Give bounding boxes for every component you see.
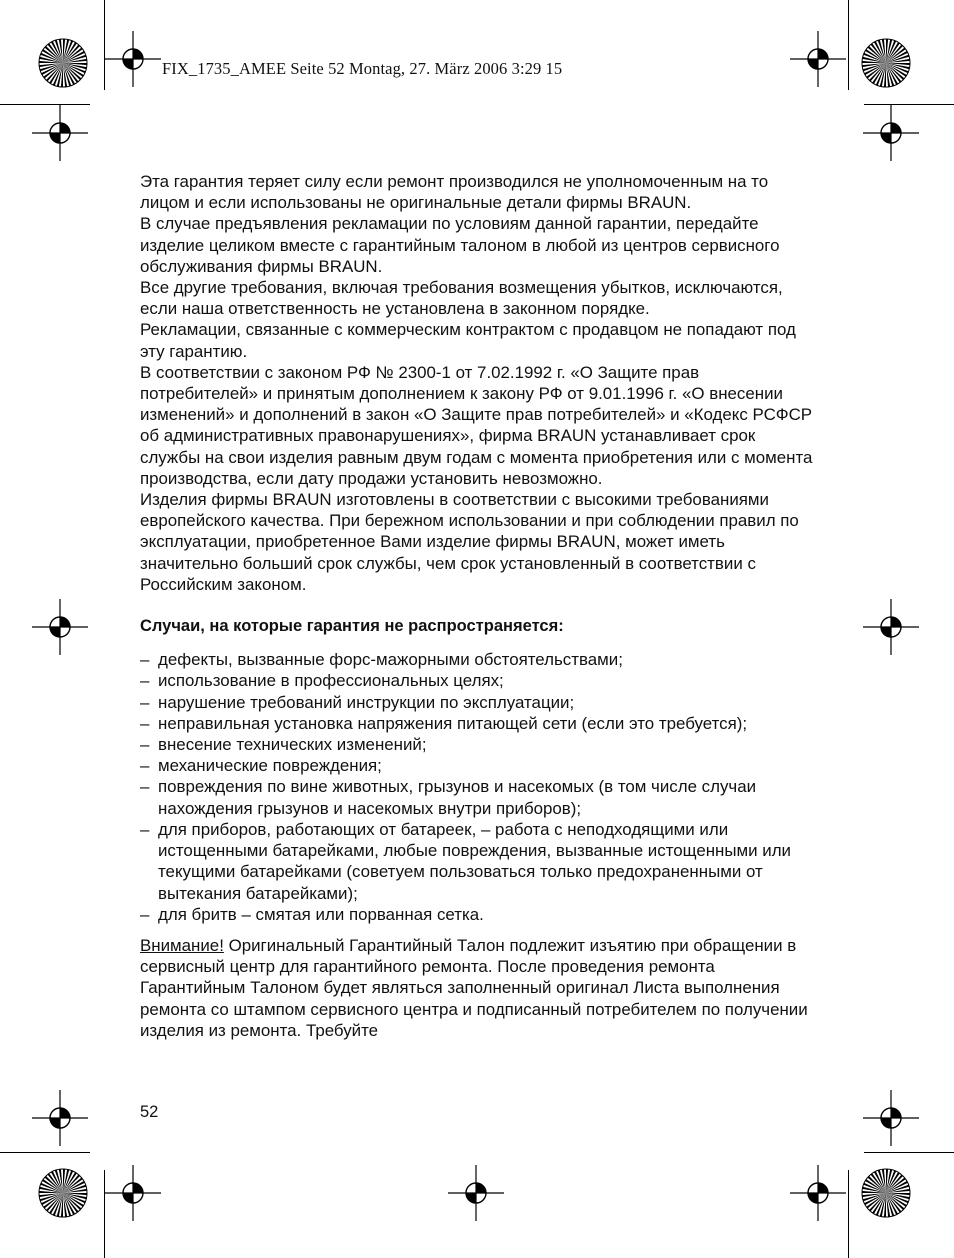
notice-paragraph bbox=[140, 935, 820, 1041]
crop-line bbox=[864, 1152, 954, 1153]
registration-crosshair-icon bbox=[32, 105, 88, 161]
print-slug: FIX_1735_AMEE Seite 52 Montag, 27. März 2006 3:29 15 bbox=[162, 59, 563, 78]
registration-crosshair-icon bbox=[790, 31, 846, 87]
notice-label: Внимание! bbox=[140, 935, 224, 955]
list-item-text: механические повреждения; bbox=[158, 756, 382, 776]
list-item bbox=[140, 692, 820, 713]
list-item-text: для бритв – смятая или порванная сетка. bbox=[158, 904, 484, 924]
paragraph: Изделия фирмы BRAUN изготовлены в соответствии с высокими требованиями европейского качества. При бережном использовании и при соблюдении правил по эксплуатации, приобретенное Вами изделие фирмы BRAUN, может иметь значительно больший срок службы, чем срок установленный в соответствии с Российским законом. bbox=[140, 490, 799, 594]
list-item bbox=[140, 776, 820, 818]
registration-crosshair-icon bbox=[863, 105, 919, 161]
registration-crosshair-icon bbox=[32, 599, 88, 655]
registration-starburst-icon bbox=[37, 1167, 89, 1219]
dash-marker: – bbox=[140, 777, 150, 797]
list-item bbox=[140, 734, 820, 755]
page-content bbox=[140, 171, 820, 1041]
crop-line bbox=[848, 1170, 849, 1258]
registration-crosshair-icon bbox=[448, 1165, 504, 1221]
dash-marker: – bbox=[140, 904, 150, 924]
exclusions-heading: Случаи, на которые гарантия не распространяется: bbox=[140, 617, 564, 636]
registration-starburst-icon bbox=[860, 37, 912, 89]
paragraph: Эта гарантия теряет силу если ремонт производился не уполномоченным на то лицом и если использованы не оригинальные детали фирмы BRAUN. bbox=[140, 172, 769, 213]
list-item-text: для приборов, работающих от батареек, – работа с неподходящими или истощенными батарейками, любые повреждения, вызванные истощенными или текущими батарейками (советуем пользоваться только предохраненными от вытекания батарейками); bbox=[158, 819, 791, 903]
list-item bbox=[140, 904, 820, 925]
registration-crosshair-icon bbox=[32, 1090, 88, 1146]
registration-crosshair-icon bbox=[790, 1165, 846, 1221]
registration-crosshair-icon bbox=[105, 31, 161, 87]
list-item bbox=[140, 819, 820, 904]
list-item-text: нарушение требований инструкции по эксплуатации; bbox=[158, 692, 575, 712]
paragraph: Все другие требования, включая требования возмещения убытков, исключаются, если наша ответственность не установлена в законном порядке. bbox=[140, 278, 783, 319]
list-item-text: повреждения по вине животных, грызунов и насекомых (в том числе случаи нахождения грызунов и насекомых внутри приборов); bbox=[158, 777, 757, 818]
exclusions-list bbox=[140, 649, 820, 925]
dash-marker: – bbox=[140, 650, 150, 670]
list-item-text: использование в профессиональных целях; bbox=[158, 671, 504, 691]
list-item bbox=[140, 649, 820, 670]
dash-marker: – bbox=[140, 756, 150, 776]
registration-crosshair-icon bbox=[863, 599, 919, 655]
registration-crosshair-icon bbox=[105, 1165, 161, 1221]
list-item-text: внесение технических изменений; bbox=[158, 735, 427, 755]
registration-starburst-icon bbox=[860, 1167, 912, 1219]
dash-marker: – bbox=[140, 713, 150, 733]
dash-marker: – bbox=[140, 692, 150, 712]
list-item bbox=[140, 670, 820, 691]
dash-marker: – bbox=[140, 671, 150, 691]
dash-marker: – bbox=[140, 819, 150, 839]
registration-crosshair-icon bbox=[863, 1090, 919, 1146]
dash-marker: – bbox=[140, 735, 150, 755]
registration-starburst-icon bbox=[37, 37, 89, 89]
crop-line bbox=[0, 1152, 90, 1153]
page-number: 52 bbox=[140, 1103, 159, 1121]
list-item-text: дефекты, вызванные форс-мажорными обстоятельствами; bbox=[158, 650, 623, 670]
list-item bbox=[140, 713, 820, 734]
paragraph: В случае предъявления рекламации по условиям данной гарантии, передайте изделие целиком вместе с гарантийным талоном в любой из центров сервисного обслуживания фирмы BRAUN. bbox=[140, 214, 780, 276]
paragraph: Рекламации, связанные с коммерческим контрактом с продавцом не попадают под эту гарантию. bbox=[140, 320, 796, 361]
list-item bbox=[140, 755, 820, 776]
list-item-text: неправильная установка напряжения питающей сети (если это требуется); bbox=[158, 713, 748, 733]
notice-text: Оригинальный Гарантийный Талон подлежит изъятию при обращении в сервисный центр для гарантийного ремонта. После проведения ремонта Гарантийным Талоном будет являться заполненный оригинал Листа выполнения ремонта со штампом сервисного центра и подписанный потребителем по получении изделия из ремонта. Требуйте bbox=[140, 935, 808, 1040]
paragraph: В соответствии с законом РФ № 2300-1 от 7.02.1992 г. «О Защите прав потребителей» и принятым дополнением к закону РФ от 9.01.1996 г. «О внесении изменений» и дополнений в закон «О Защите прав потребителей» и «Кодекс РСФСР об административных правонарушениях», фирма BRAUN устанавливает срок службы на свои изделия равным двум годам с момента приобретения или с момента производства, если дату продажи установить невозможно. bbox=[140, 362, 813, 488]
crop-line bbox=[848, 0, 849, 90]
